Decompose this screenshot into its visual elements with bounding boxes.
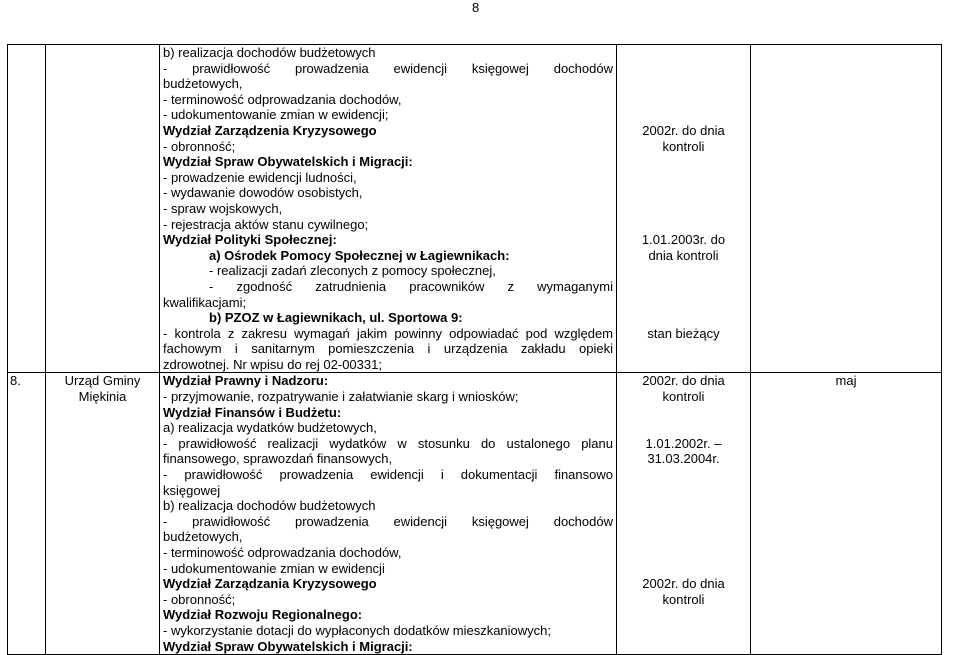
number-cell: [8, 373, 46, 655]
scope-line: Wydział Zarządzania Kryzysowego: [163, 576, 377, 592]
scope-line: - prawidłowość prowadzenia ewidencji księgowej dochodów: [163, 60, 613, 76]
scope-line: b) realizacja dochodów budżetowych: [163, 45, 376, 60]
period-line: 2002r. do dnia: [642, 576, 725, 592]
scope-line: zdrowotnej. Nr wpisu do rej 02-00331;: [163, 356, 382, 372]
scope-line: - udokumentowanie zmian w ewidencji;: [163, 107, 389, 123]
scope-line: - wykorzystanie dotacji do wypłaconych dodatków mieszkaniowych;: [163, 622, 552, 638]
scope-line: a) realizacja wydatków budżetowych,: [163, 420, 377, 436]
period-cell: [617, 373, 751, 655]
period-cell: [617, 45, 751, 373]
scope-line: - kontrola z zakresu wymagań jakim powinny odpowiadać pod względem: [163, 325, 613, 341]
scope-line: - obronność;: [163, 591, 236, 607]
period-line: 31.03.2004r.: [647, 451, 720, 467]
period-line: 1.01.2002r. –: [645, 435, 722, 451]
scope-line: - rejestracja aktów stanu cywilnego;: [163, 216, 369, 232]
scope-line: - realizacji zadań zleconych z pomocy społecznej,: [209, 263, 496, 279]
scope-line: Wydział Prawny i Nadzoru:: [163, 373, 329, 389]
scope-line: Wydział Polityki Społecznej:: [163, 232, 337, 248]
term-value: maj: [835, 373, 857, 389]
period-line: dnia kontroli: [648, 247, 719, 263]
scope-line: kwalifikacjami;: [163, 294, 247, 310]
scope-line: Wydział Spraw Obywatelskich i Migracji:: [163, 154, 413, 170]
scope-line: - obronność;: [163, 138, 236, 154]
scope-line: budżetowych,: [163, 76, 243, 92]
period-line: 2002r. do dnia: [642, 123, 725, 138]
scope-line: b) realizacja dochodów budżetowych: [163, 498, 376, 514]
scope-line: księgowej: [163, 482, 221, 498]
scope-line: - terminowość odprowadzania dochodów,: [163, 545, 402, 560]
period-line: stan bieżący: [647, 325, 720, 341]
scope-line: Wydział Spraw Obywatelskich i Migracji:: [163, 638, 413, 654]
scope-line: fachowym i sanitarnym pomieszczenia i urządzenia zakładu opieki: [163, 341, 613, 357]
scope-line: b) PZOZ w Łagiewnikach, ul. Sportowa 9:: [209, 310, 463, 326]
control-plan-table: [7, 44, 942, 655]
scope-line: - udokumentowanie zmian w ewidencji: [163, 560, 385, 576]
scope-line: - zgodność zatrudnienia pracowników z wymaganymi: [209, 278, 613, 294]
entity-name-line: Miękinia: [78, 389, 127, 405]
entity-cell: [46, 45, 160, 373]
scope-line: finansowego, sprawozdań finansowych,: [163, 451, 393, 467]
scope-line: - prowadzenie ewidencji ludności,: [163, 169, 357, 185]
table-row: [8, 373, 942, 655]
period-line: 2002r. do dnia: [642, 373, 725, 389]
period-line: kontroli: [662, 138, 705, 154]
scope-line: - przyjmowanie, rozpatrywanie i załatwianie skarg i wniosków;: [163, 389, 519, 405]
period-line: 1.01.2003r. do: [641, 232, 726, 248]
entity-name-line: Urząd Gminy: [64, 373, 141, 389]
scope-cell: [160, 45, 617, 373]
scope-line: Wydział Finansów i Budżetu:: [163, 404, 342, 420]
scope-line: - prawidłowość prowadzenia ewidencji księgowej dochodów: [163, 513, 613, 529]
scope-line: - terminowość odprowadzania dochodów,: [163, 91, 402, 107]
term-cell: [751, 45, 942, 373]
scope-line: Wydział Zarządzenia Kryzysowego: [163, 122, 377, 138]
period-line: kontroli: [662, 389, 705, 405]
entity-cell: [46, 373, 160, 655]
number-cell: [8, 45, 46, 373]
scope-line: - wydawanie dowodów osobistych,: [163, 185, 363, 201]
scope-line: a) Ośrodek Pomocy Społecznej w Łagiewnikach:: [209, 247, 510, 263]
scope-line: budżetowych,: [163, 529, 243, 545]
row-number: 8.: [10, 373, 21, 389]
scope-line: - spraw wojskowych,: [163, 200, 283, 216]
term-cell: [751, 373, 942, 655]
period-line: kontroli: [662, 591, 705, 607]
table-row: [8, 45, 942, 373]
scope-line: - prawidłowość prowadzenia ewidencji i dokumentacji finansowo: [163, 467, 613, 483]
scope-line: - prawidłowość realizacji wydatków w stosunku do ustalonego planu: [163, 435, 613, 451]
page-number: 8: [472, 0, 480, 15]
scope-cell: [160, 373, 617, 655]
scope-line: Wydział Rozwoju Regionalnego:: [163, 607, 363, 623]
